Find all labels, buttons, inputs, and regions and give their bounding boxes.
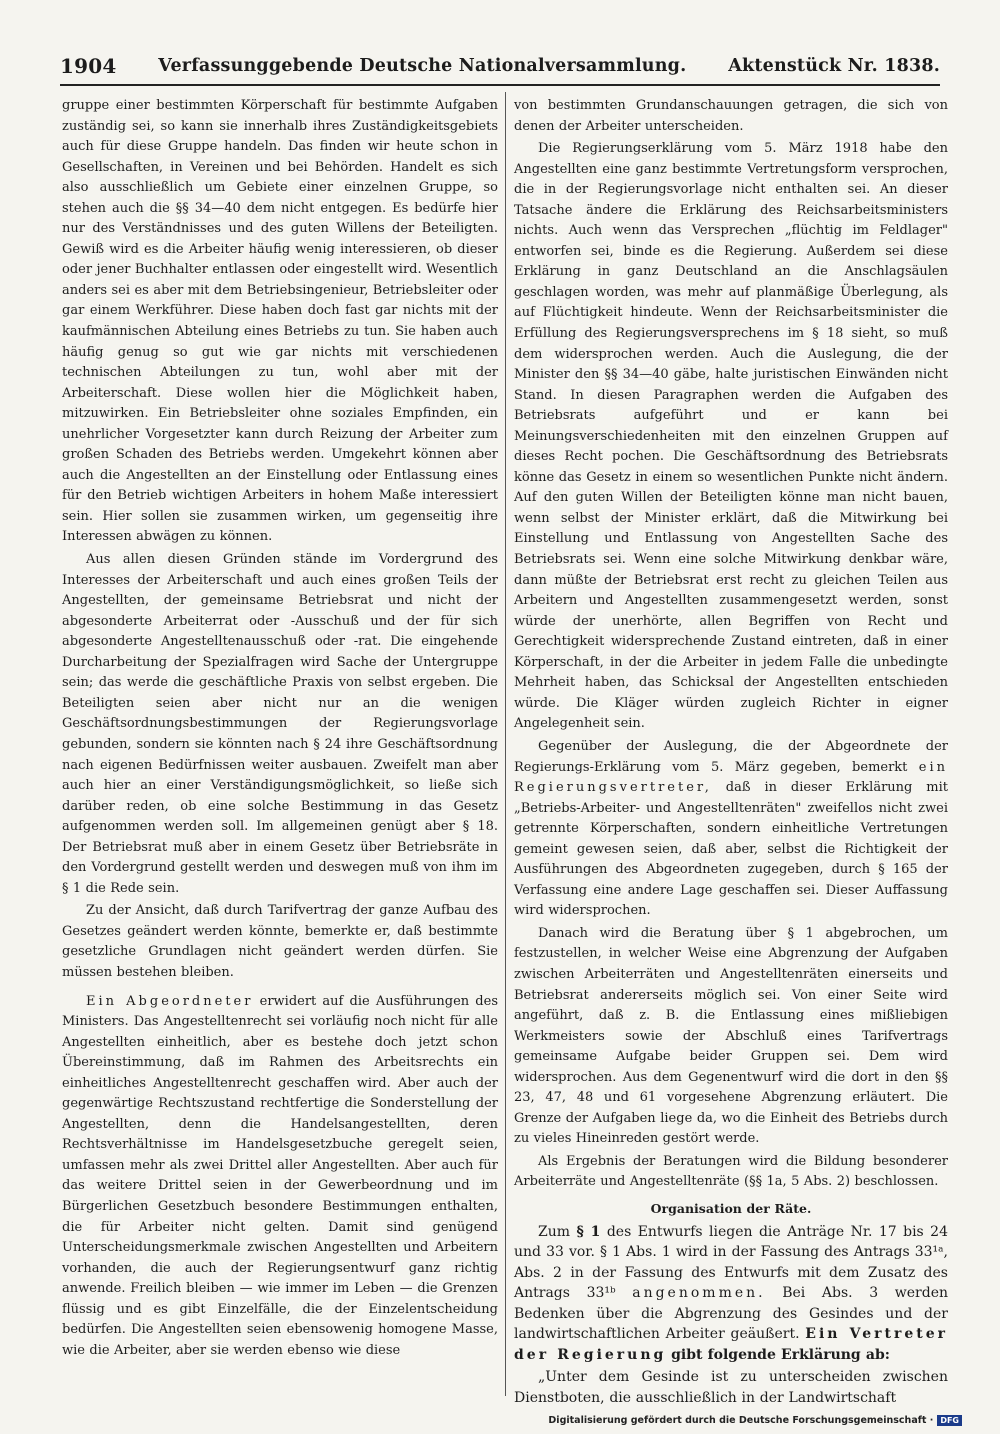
publication-title: Verfassunggebende Deutsche Nationalversammlung. — [158, 56, 687, 76]
paragraph: Die Regierungserklärung vom 5. März 1918 habe den Angestellten eine ganz bestimmte Vertretungsform versprochen, die in der Regierungsvorlage nicht enthalten sei. An dieser Tatsache ändere die Erklärung des Reichsarbeitsministers nichts. Auch wenn das Versprechen „flüchtig im Feldlager" entworfen sei, binde es die Regierung. Außerdem sei diese Erklärung in ganz Deutschland an die Anschlagsäulen geschlagen worden, was mehr auf planmäßige Überlegung, als auf Flüchtigkeit hindeute. Wenn der Reichsarbeitsminister die Erfüllung des Regierungsversprechens im § 18 sieht, so muß dem widersprochen werden. Auch die Auslegung, die der Minister den §§ 34—40 gäbe, halte juristischen Einwänden nicht Stand. In diesen Paragraphen werden die Aufgaben des Betriebsrats aufgeführt und er kann bei Meinungsverschiedenheiten mit den einzelnen Gruppen auf dieses Recht pochen. Die Geschäftsordnung des Betriebsrats könne das Gesetz in einem so wesentlichen Punkte nicht ändern. Auf den guten Willen der Beteiligten könne man nicht bauen, wenn selbst der Minister erklärt, daß die Mitwirkung bei Einstellung und Entlassung von Angestellten Sache des Betriebsrats sei. Wenn eine solche Mitwirkung denkbar wäre, dann müßte der Betriebsrat erst recht zu gleichen Teilen aus Arbeitern und Angestellten zusammengesetzt werden, sonst würde der unerhörte, allen Begriffen von Recht und Gerechtigkeit widersprechende Zustand eintreten, daß in einer Körperschaft, in der die Arbeiter in jedem Falle die unbedingte Mehrheit haben, das Schicksal der Angestellten entschieden würde. Die Kläger würden zugleich Richter in eigner Angelegenheit sein. — [514, 141, 948, 732]
quote-paragraph: „Unter dem Gesinde ist zu unterscheiden zwischen Dienstboten, die ausschließlich in der Landwirtschaft — [514, 1369, 948, 1406]
speaker-label: Ein Abgeordneter — [86, 993, 254, 1009]
section-reference: § 1 — [576, 1223, 601, 1240]
paragraph: Aus allen diesen Gründen stände im Vordergrund des Interesses der Arbeiterschaft und auch eines großen Teils der Angestellten, der gemeinsame Betriebsrat und nicht der abgesonderte Arbeiterrat oder -Ausschuß und der für sich abgesonderte Angestelltenausschuß oder -rat. Die eingehende Durcharbeitung der Spezialfragen wird Sache der Untergruppe sein; das werde die geschäftliche Praxis von selbst ergeben. Die Beteiligten seien aber nicht nur an die wenigen Geschäftsordnungsbestimmungen der Regierungsvorlage gebunden, sondern sie könnten nach § 24 ihre Geschäftsordnung nach eigenen Bedürfnissen weiter ausbauen. Zweifelt man aber auch hier an einer Verständigungsmöglichkeit, so ließe sich darüber reden, ob eine solche Bestimmung in das Gesetz aufgenommen werden soll. Im allgemeinen genügt aber § 18. Der Betriebsrat muß aber in einem Gesetz über Betriebsräte in den Vordergrund gestellt werden und deswegen muß von ihm im § 1 die Rede sein. — [62, 552, 498, 896]
paragraph-text: daß in dieser Erklärung mit „Betriebs-Arbeiter- und Angestelltenräten" zweifellos nicht zwei getrennte Körperschaften, sondern einheitliche Vertretungen gemeint gewesen seien, daß aber, selbst die Richtigkeit der Ausführungen des Abgeordneten zugegeben, durch § 165 der Verfassung eine andere Lage geschaffen sei. Dieser Auffassung wird widersprochen. — [514, 780, 949, 919]
paragraph-text: Zum — [538, 1223, 571, 1240]
paragraph — [62, 992, 498, 1362]
page-header — [60, 50, 940, 82]
right-column — [514, 96, 949, 1406]
paragraph: gruppe einer bestimmten Körperschaft für bestimmte Aufgaben zuständig sei, so kann sie innerhalb ihres Zuständigkeitsgebiets auch für diese Gruppe handeln. Das finden wir heute schon in Gesellschaften, in Vereinen und bei Behörden. Handelt es sich also ausschließlich um Gebiete einer einzelnen Gruppe, so stehen auch die §§ 34—40 dem nicht entgegen. Es bedürfe hier nur des Verständnisses und des guten Willens der Beteiligten. Gewiß wird es die Arbeiter häufig wenig interessieren, ob dieser oder jener Buchhalter entlassen oder eingestellt wird. Wesentlich anders sei es aber mit dem Betriebsingenieur, Betriebsleiter oder gar einem Werkführer. Diese haben doch fast gar nichts mit der kaufmännischen Abteilung eines Betriebs zu tun. Sie haben auch häufig genug so gut wie gar nichts mit verschiedenen technischen Abteilungen zu tun, wohl aber mit der Arbeiterschaft. Diese wollen hier die Möglichkeit haben, mitzuwirken. Ein Betriebsleiter ohne soziales Empfinden, ein unehrlicher Vorgesetzter kann durch Reizung der Arbeiter zum großen Schaden des Betriebs werden. Umgekehrt können aber auch die Angestellten an der Einstellung oder Entlassung eines für den Betrieb wichtigen Arbeiters in hohem Maße interessiert sein. Hier sollen sie zusammen wirken, um gegenseitig ihre Interessen abwägen zu können. — [62, 98, 498, 545]
paragraph-text: gibt folgende Erklärung ab: — [671, 1346, 890, 1363]
column-divider — [505, 92, 506, 1396]
paragraph: Danach wird die Beratung über § 1 abgebrochen, um festzustellen, in welcher Weise eine Abgrenzung der Aufgaben zwischen Arbeiterräten und Angestelltenräten einerseits und Betriebsrat andererseits möglich sei. Von einer Seite wird angeführt, daß z. B. die Entlassung eines mißliebigen Werkmeisters sowie der Abschluß eines Tarifvertrags gemeinsame Aufgabe beider Gruppen sei. Dem wird widersprochen. Aus dem Gegenentwurf wird die dort in den §§ 23, 47, 48 und 61 vorgesehene Abgrenzung erläutert. Die Grenze der Aufgaben liege da, wo die Einheit des Betriebs durch zu vieles Hineinreden gestört werde. — [514, 925, 948, 1147]
header-rule — [60, 84, 940, 86]
section-heading: Organisation der Räte. — [650, 1200, 812, 1216]
paragraph — [514, 1222, 948, 1366]
dfg-logo: DFG — [937, 1415, 962, 1426]
paragraph: von bestimmten Grundanschauungen getragen, die sich von denen der Arbeiter unterscheiden. — [514, 98, 948, 134]
left-column — [62, 96, 498, 1396]
speaker-label: Ein Vertreter der Regierung — [514, 1326, 948, 1363]
paragraph-text: erwidert auf die Ausführungen des Ministers. Das Angestelltenrecht sei vorläufig noch nicht für alle Angestellten einheitlich, aber es bestehe doch jetzt schon Übereinstimmung, daß im Rahmen des Arbeitsrechts ein einheitliches Angestelltenrecht geschaffen wird. Aber auch der gegenwärtige Rechtszustand rechtfertige die Sonderstellung der Angestellten, denn die Handelsangestellten, deren Rechtsverhältnisse im Handelsgesetzbuche geregelt seien, umfassen mehr als zwei Drittel aller Angestellten. Aber auch für das weitere Drittel seien in der Gewerbeordnung und im Bürgerlichen Gesetzbuch besondere Bestimmungen enthalten, die für Arbeiter nicht gelten. Damit sind genügend Unterscheidungsmerkmale zwischen Angestellten und Arbeitern vorhanden, die auch der Regierungsentwurf ganz richtig anwende. Freilich bleiben — wie immer im Leben — die Grenzen flüssig und es gibt Einzelfälle, die der Einzelentscheidung bedürfen. Die Angestellten seien ebensowenig homogene Masse, wie die Arbeiter, aber sie werden ebenso wie diese — [62, 993, 498, 1358]
emphasis-text: angenommen. — [632, 1285, 766, 1302]
paragraph-text: Gegenüber der Auslegung, die der Abgeordnete der Regierungs-Erklärung vom 5. März gegeben, bemerkt — [514, 738, 948, 775]
page-number: 1904 — [60, 54, 117, 78]
paragraph-text: des Entwurfs liegen die Anträge Nr. 17 bis 24 und 33 vor. § 1 Abs. 1 wird in der Fassung des Antrags 33¹ᵃ, Abs. 2 in der Fassung des Entwurfs mit dem Zusatz des Antrags 33¹ᵇ — [514, 1223, 948, 1302]
footer-text: Digitalisierung gefördert durch die Deutsche Forschungsgemeinschaft · — [548, 1415, 934, 1426]
document-number: Aktenstück Nr. 1838. — [728, 56, 940, 76]
paragraph — [514, 737, 948, 922]
paragraph: Als Ergebnis der Beratungen wird die Bildung besonderer Arbeiterräte und Angestelltenräte (§§ 1a, 5 Abs. 2) beschlossen. — [514, 1153, 948, 1190]
paragraph: Zu der Ansicht, daß durch Tarifvertrag der ganze Aufbau des Gesetzes geändert werden könnte, bemerkte er, daß bestimmte gesetzliche Grundlagen nicht geändert werden dürfen. Sie müssen bestehen bleiben. — [62, 903, 498, 980]
footer-credit — [548, 1415, 962, 1426]
paragraph-text: Bei Abs. 3 werden Bedenken über die Abgrenzung des Gesindes und der landwirtschaftlichen Arbeiter geäußert. — [514, 1285, 948, 1343]
speaker-label: ein Regierungsvertreter, — [514, 759, 948, 796]
